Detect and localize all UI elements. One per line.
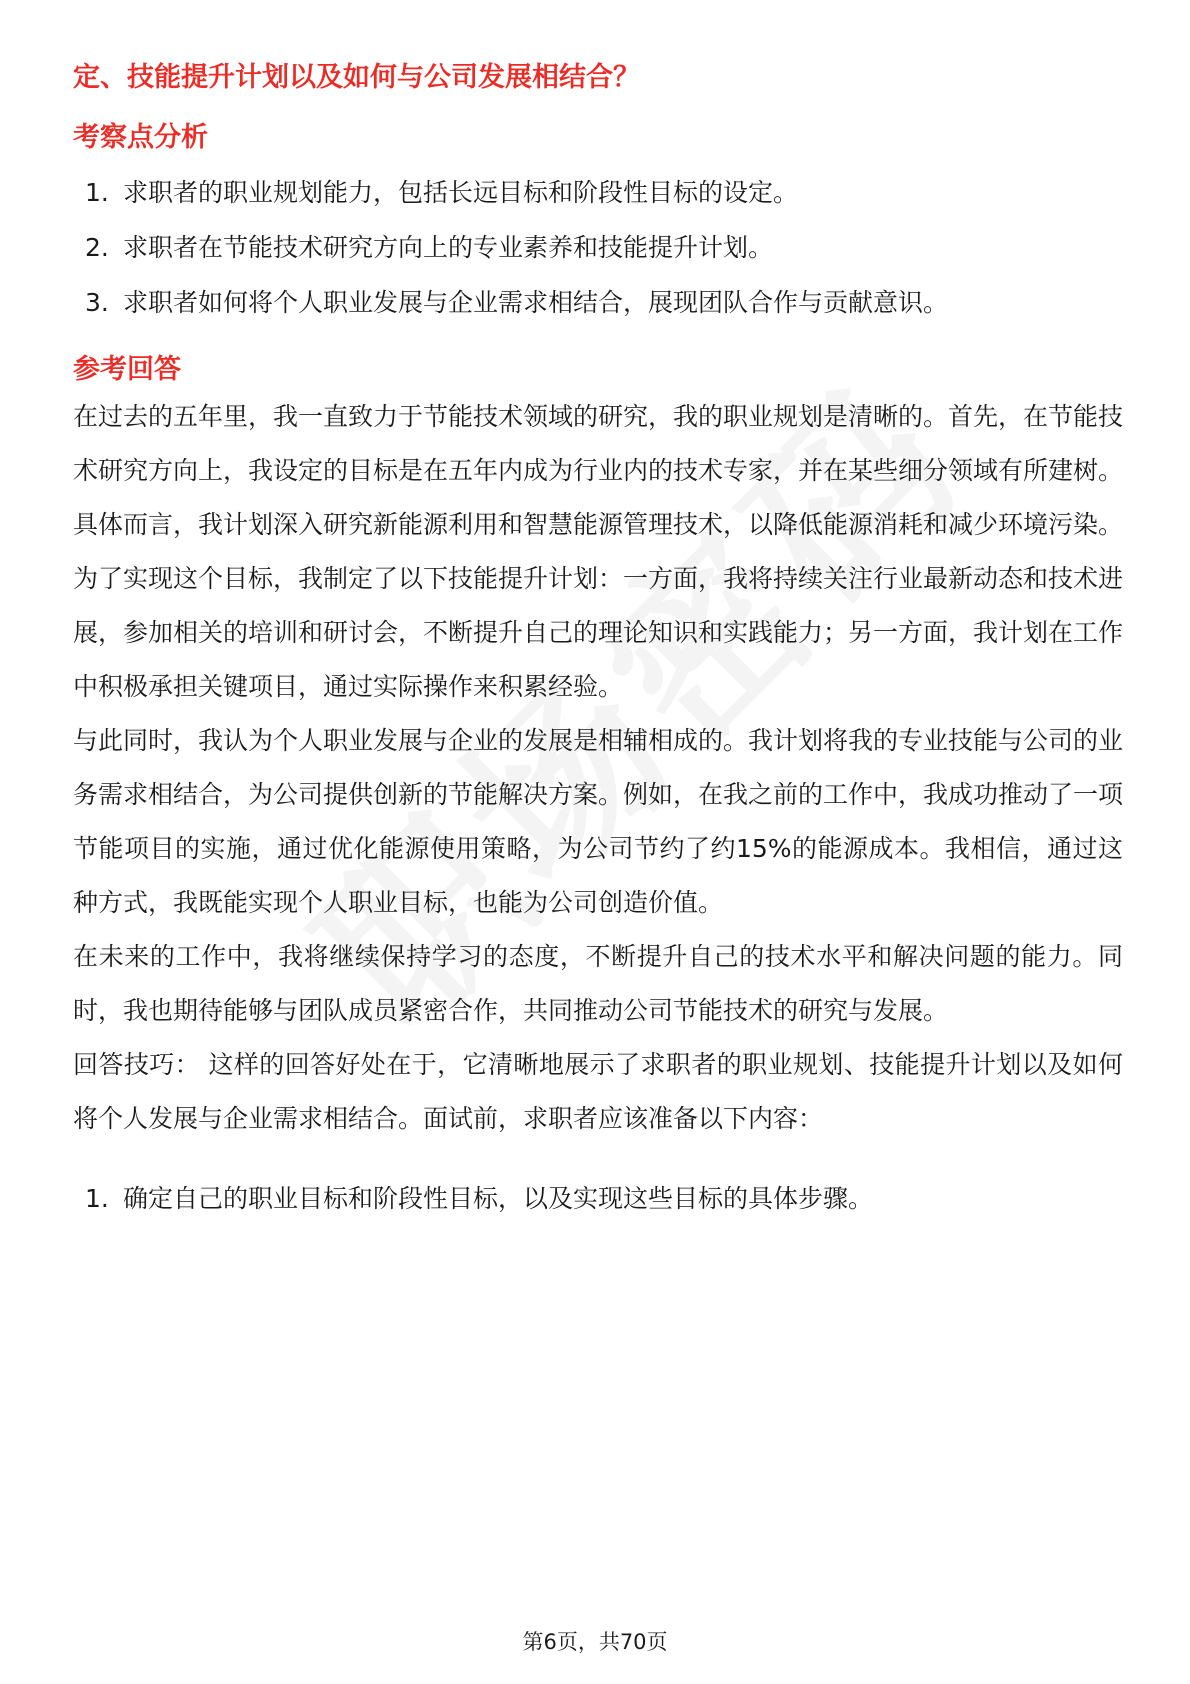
list-item-number: 1. [85, 178, 109, 207]
answer-paragraph: 与此同时，我认为个人职业发展与企业的发展是相辅相成的。我计划将我的专业技能与公司的业务需求相结合，为公司提供创新的节能解决方案。例如，在我之前的工作中，我成功推动了一项节能项目的实施，通过优化能源使用策略，为公司节约了约15%的能源成本。我相信，通过这种方式，我既能实现个人职业目标，也能为公司创造价值。 [73, 726, 1124, 917]
list-item [73, 1182, 1123, 1216]
answer-paragraph: 为了实现这个目标，我制定了以下技能提升计划：一方面，我将持续关注行业最新动态和技术进展，参加相关的培训和研讨会，不断提升自己的理论知识和实践能力；另一方面，我计划在工作中积极承担关键项目，通过实际操作来积累经验。 [73, 564, 1124, 701]
list-item [73, 286, 1123, 320]
tips-list [73, 1182, 1123, 1216]
list-item-text: 求职者如何将个人职业发展与企业需求相结合，展现团队合作与贡献意识。 [123, 288, 949, 317]
page-number: 第6页，共70页 [522, 1630, 668, 1654]
answer-heading: 参考回答 [73, 354, 181, 385]
question-heading: 定、技能提升计划以及如何与公司发展相结合？ [73, 62, 640, 93]
list-item-text: 确定自己的职业目标和阶段性目标，以及实现这些目标的具体步骤。 [123, 1184, 874, 1213]
list-item-number: 2. [85, 233, 109, 262]
list-item [73, 176, 1123, 210]
tips-paragraph: 回答技巧： 这样的回答好处在于，它清晰地展示了求职者的职业规划、技能提升计划以及如何将个人发展与企业需求相结合。面试前，求职者应该准备以下内容： [73, 1050, 1123, 1133]
analysis-heading: 考察点分析 [73, 122, 208, 153]
answer-paragraph: 在未来的工作中，我将继续保持学习的态度，不断提升自己的技术水平和解决问题的能力。同时，我也期待能够与团队成员紧密合作，共同推动公司节能技术的研究与发展。 [73, 942, 1123, 1025]
list-item-text: 求职者的职业规划能力，包括长远目标和阶段性目标的设定。 [123, 178, 799, 207]
analysis-list [73, 176, 1123, 320]
list-item [73, 231, 1123, 265]
list-item-number: 1. [85, 1184, 109, 1213]
answer-paragraph: 在过去的五年里，我一直致力于节能技术领域的研究，我的职业规划是清晰的。首先，在节能技术研究方向上，我设定的目标是在五年内成为行业内的技术专家，并在某些细分领域有所建树。具体而言，我计划深入研究新能源利用和智慧能源管理技术，以降低能源消耗和减少环境污染。 [73, 402, 1124, 539]
page-content [73, 58, 1123, 1216]
list-item-text: 求职者在节能技术研究方向上的专业素养和技能提升计划。 [123, 233, 774, 262]
list-item-number: 3. [85, 288, 109, 317]
